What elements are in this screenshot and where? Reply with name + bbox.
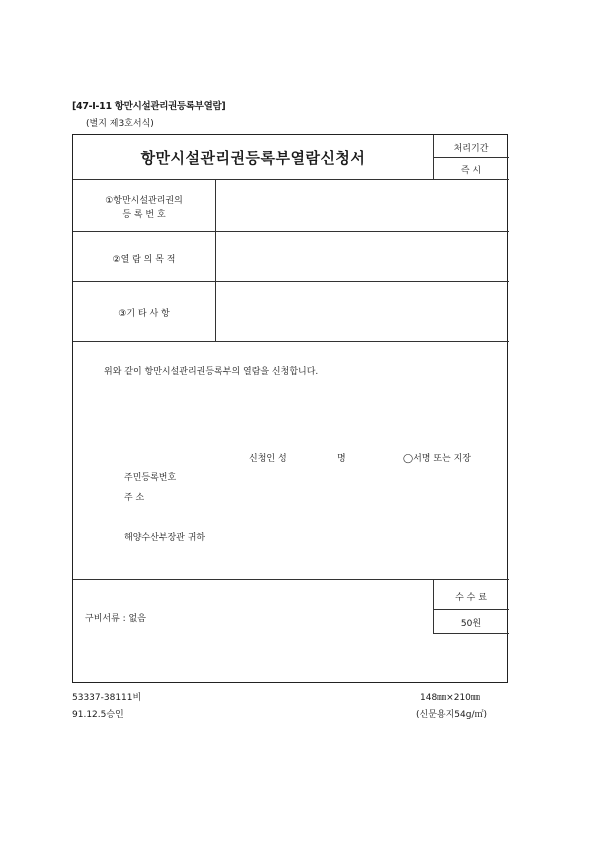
processing-period-value: 즉 시 bbox=[460, 166, 482, 176]
processing-divider bbox=[433, 157, 509, 158]
row-divider bbox=[73, 179, 509, 180]
resident-number-label: 주민등록번호 bbox=[124, 473, 177, 483]
applicant-name-label-end: 명 bbox=[337, 454, 346, 464]
registration-number-label-line1: ①항만시설관리권의 bbox=[105, 196, 183, 206]
registration-number-label-line2: 등 록 번 호 bbox=[122, 210, 166, 220]
form-number: (별지 제3호서식) bbox=[86, 119, 154, 129]
application-form bbox=[72, 134, 508, 683]
form-code-header: [47-Ⅰ-11 항만시설관리권등록부열람] bbox=[72, 101, 226, 112]
purpose-label: ②열 람 의 목 적 bbox=[112, 255, 176, 265]
applicant-name-label: 신청인 성 bbox=[249, 454, 287, 464]
form-title: 항만시설관리권등록부열람신청서 bbox=[140, 148, 366, 167]
application-statement: 위와 같이 항만시설관리권등록부의 열람을 신청합니다. bbox=[104, 367, 319, 377]
other-matters-label: ③기 타 사 항 bbox=[118, 309, 170, 319]
address-label: 주 소 bbox=[124, 493, 145, 503]
footer-form-code: 53337-38111비 bbox=[72, 693, 142, 703]
row-divider bbox=[73, 579, 509, 580]
row-divider bbox=[73, 341, 509, 342]
recipient: 해양수산부장관 귀하 bbox=[124, 533, 206, 543]
fee-divider bbox=[433, 609, 509, 610]
processing-period-label: 처리기간 bbox=[453, 144, 489, 154]
signature-note: ◯서명 또는 지장 bbox=[403, 454, 471, 464]
row-divider bbox=[73, 231, 509, 232]
fee-value: 50원 bbox=[460, 619, 482, 629]
footer-paper-type: (신문용지54g/㎡) bbox=[416, 710, 487, 720]
footer-paper-size: 148㎜×210㎜ bbox=[420, 693, 480, 703]
row-divider bbox=[73, 281, 509, 282]
fee-bottom-line bbox=[433, 633, 509, 634]
required-documents: 구비서류 : 없음 bbox=[85, 614, 146, 624]
fee-label: 수 수 료 bbox=[455, 593, 487, 603]
label-column-divider bbox=[215, 179, 216, 341]
footer-approval-date: 91.12.5승인 bbox=[72, 710, 124, 720]
